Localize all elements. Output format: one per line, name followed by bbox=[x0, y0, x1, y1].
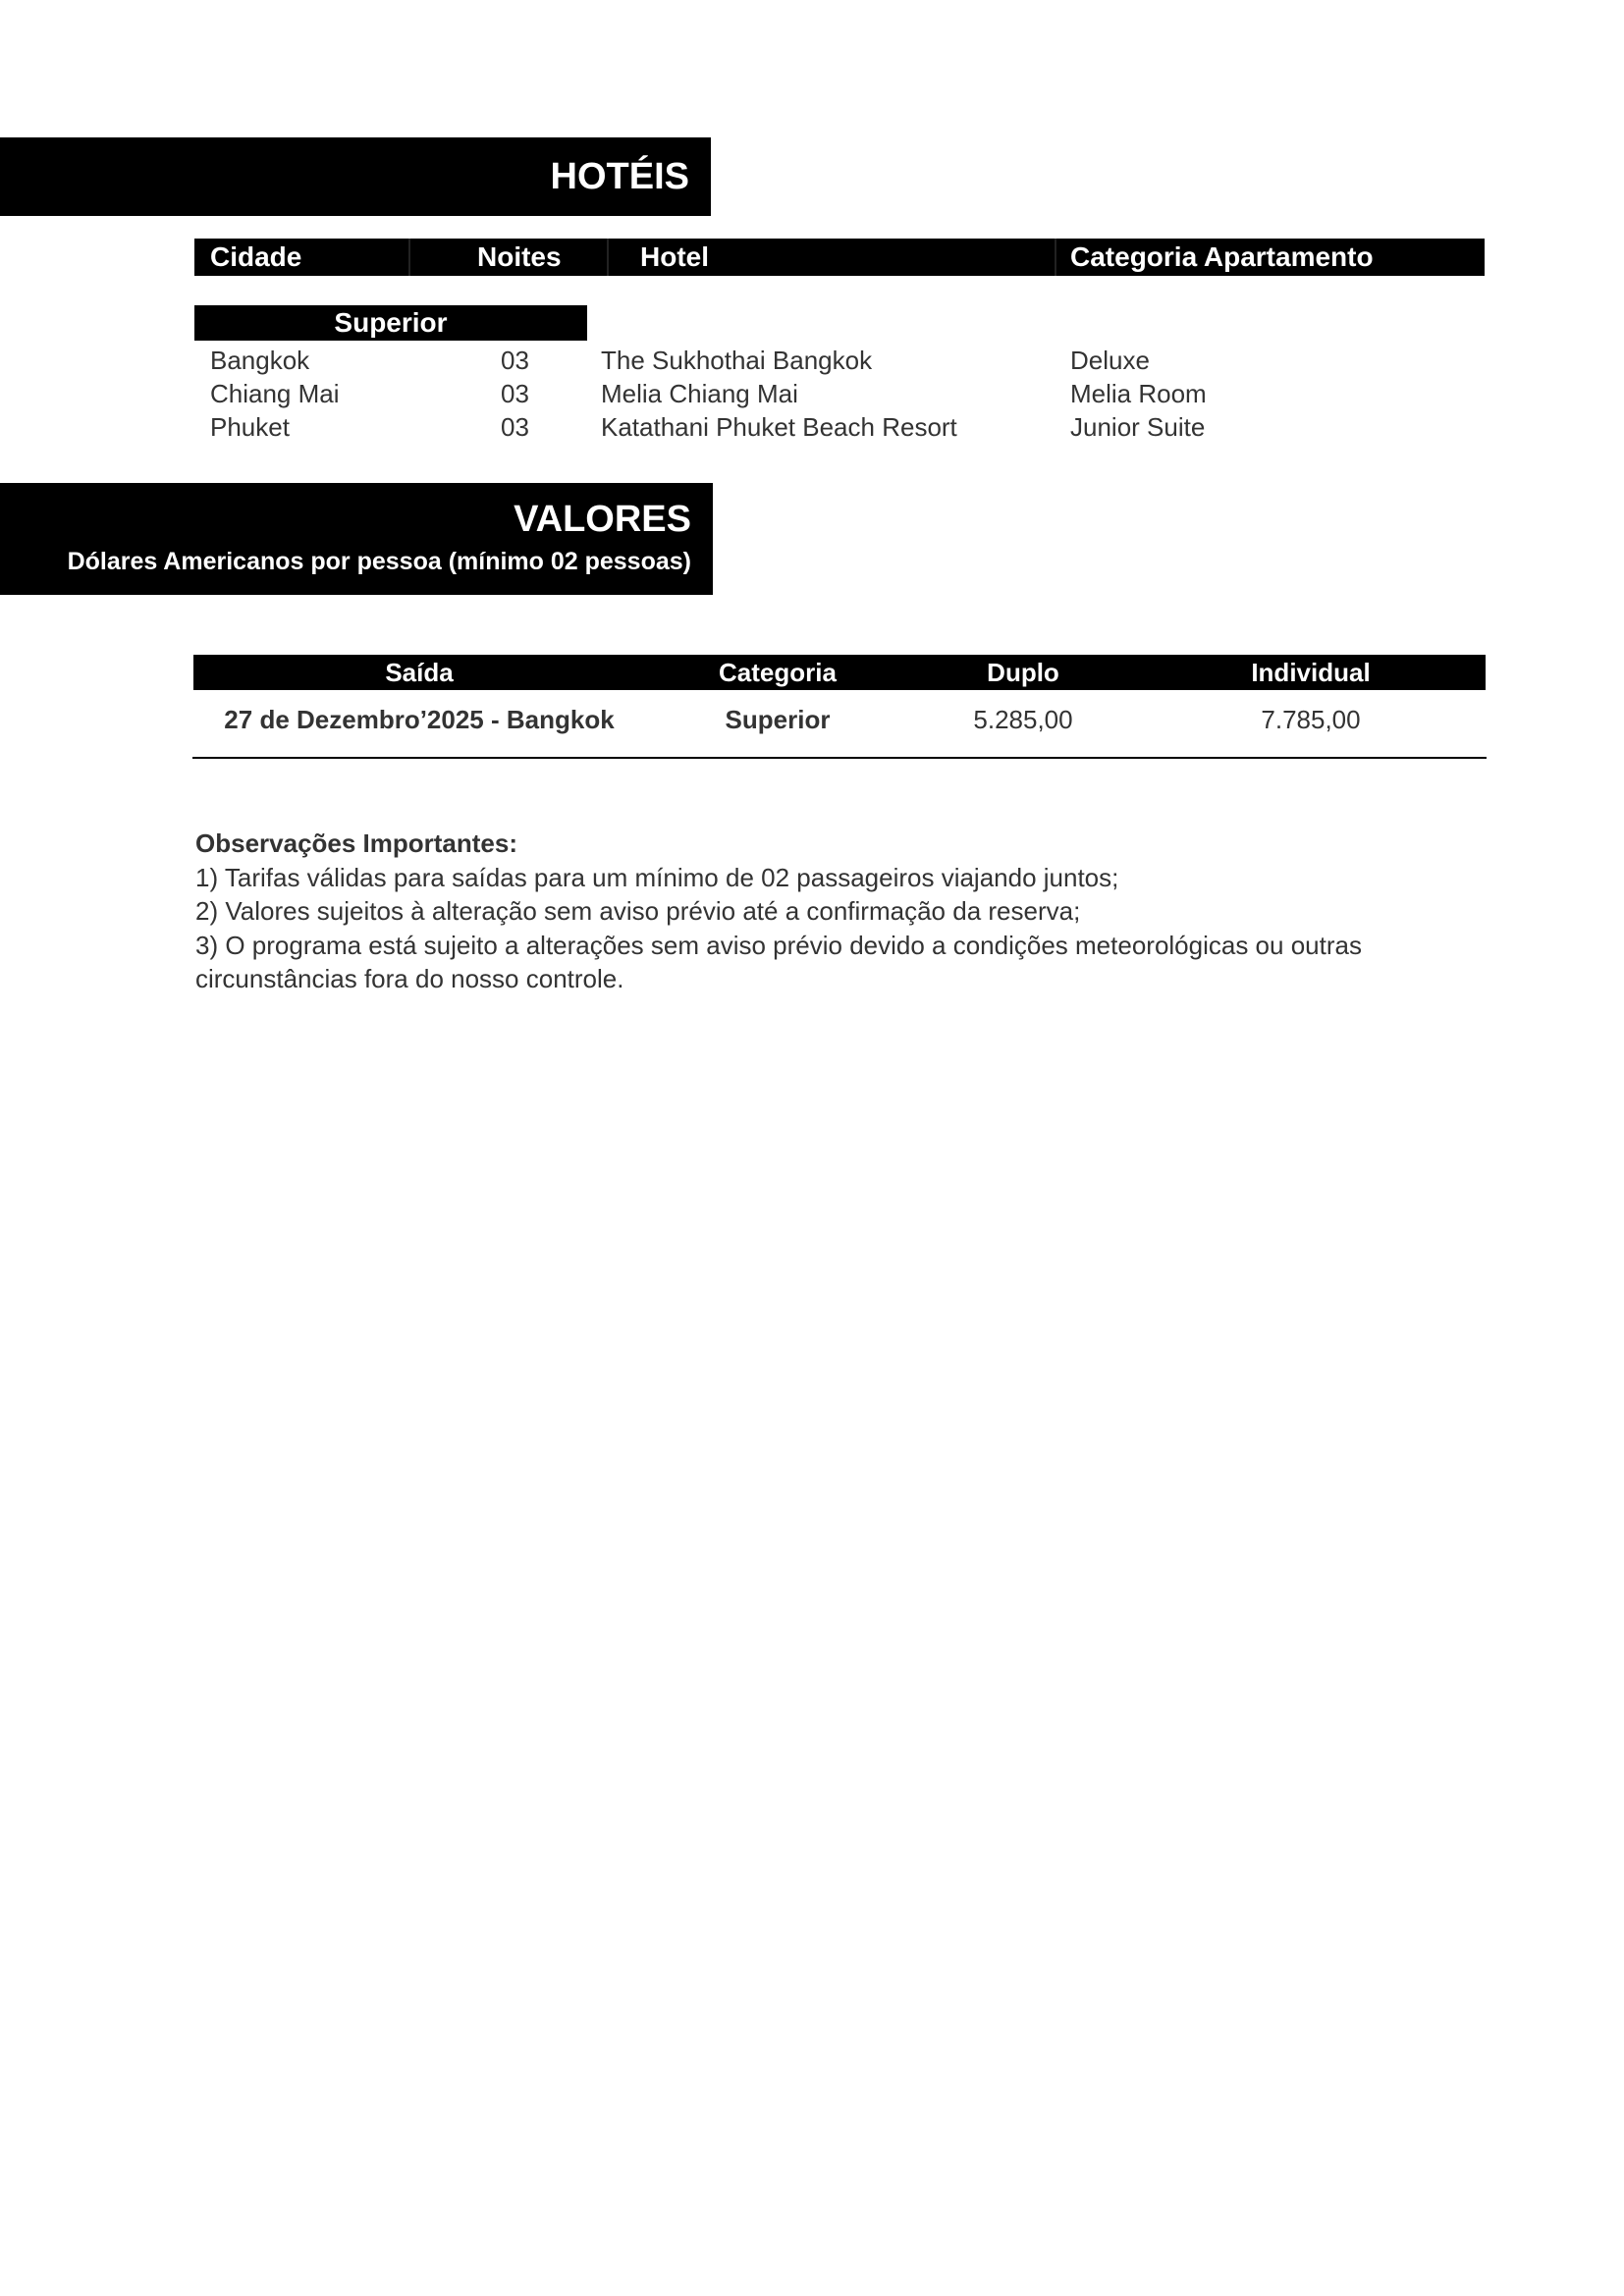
hotel-noites: 03 bbox=[501, 379, 529, 408]
price-categoria: Superior bbox=[725, 705, 831, 734]
header-individual: Individual bbox=[1251, 658, 1371, 687]
hoteis-title: HOTÉIS bbox=[550, 156, 689, 197]
category-label: Superior bbox=[194, 305, 587, 341]
hotel-row bbox=[0, 410, 1624, 444]
hotel-categoria: Melia Room bbox=[1070, 379, 1207, 408]
hotel-cidade: Chiang Mai bbox=[210, 379, 340, 408]
hotel-name: Melia Chiang Mai bbox=[601, 379, 798, 408]
note-item: 1) Tarifas válidas para saídas para um mínimo de 02 passageiros viajando juntos; bbox=[195, 862, 1119, 892]
header-hotel: Hotel bbox=[640, 241, 709, 272]
header-categoria: Categoria bbox=[719, 658, 837, 687]
hotel-cidade: Phuket bbox=[210, 412, 290, 442]
hotel-categoria: Junior Suite bbox=[1070, 412, 1206, 442]
note-item: 2) Valores sujeitos à alteração sem aviso prévio até a confirmação da reserva; bbox=[195, 896, 1081, 926]
price-table-header bbox=[193, 655, 1486, 690]
header-categoria-apartamento: Categoria Apartamento bbox=[1070, 241, 1374, 272]
price-saida: 27 de Dezembro’2025 - Bangkok bbox=[224, 705, 615, 734]
header-saida: Saída bbox=[385, 658, 454, 687]
header-cidade: Cidade bbox=[210, 241, 302, 272]
hotel-name: The Sukhothai Bangkok bbox=[601, 346, 873, 375]
hotel-name: Katathani Phuket Beach Resort bbox=[601, 412, 957, 442]
notes-title: Observações Importantes: bbox=[195, 828, 518, 858]
note-item: 3) O programa está sujeito a alterações sem aviso prévio devido a condições meteorológicas ou outras circunstâncias fora do nosso controle. bbox=[195, 930, 1362, 993]
hotel-row bbox=[0, 344, 1624, 377]
hoteis-banner bbox=[0, 137, 711, 216]
header-duplo: Duplo bbox=[987, 658, 1059, 687]
header-noites: Noites bbox=[477, 241, 562, 272]
header-separator bbox=[607, 239, 609, 276]
hotel-noites: 03 bbox=[501, 346, 529, 375]
price-row bbox=[193, 700, 1486, 739]
price-individual: 7.785,00 bbox=[1261, 705, 1361, 734]
hotel-table-header bbox=[194, 239, 1485, 276]
valores-banner bbox=[0, 483, 713, 595]
hotel-noites: 03 bbox=[501, 412, 529, 442]
header-separator bbox=[1055, 239, 1056, 276]
hotel-categoria: Deluxe bbox=[1070, 346, 1150, 375]
valores-title: VALORES bbox=[514, 499, 691, 540]
hotel-cidade: Bangkok bbox=[210, 346, 310, 375]
price-table-divider bbox=[192, 757, 1487, 759]
valores-subtitle: Dólares Americanos por pessoa (mínimo 02 pessoas) bbox=[67, 548, 691, 575]
hotel-row bbox=[0, 377, 1624, 410]
header-separator bbox=[408, 239, 410, 276]
notes-section bbox=[195, 827, 1472, 996]
price-duplo: 5.285,00 bbox=[973, 705, 1073, 734]
